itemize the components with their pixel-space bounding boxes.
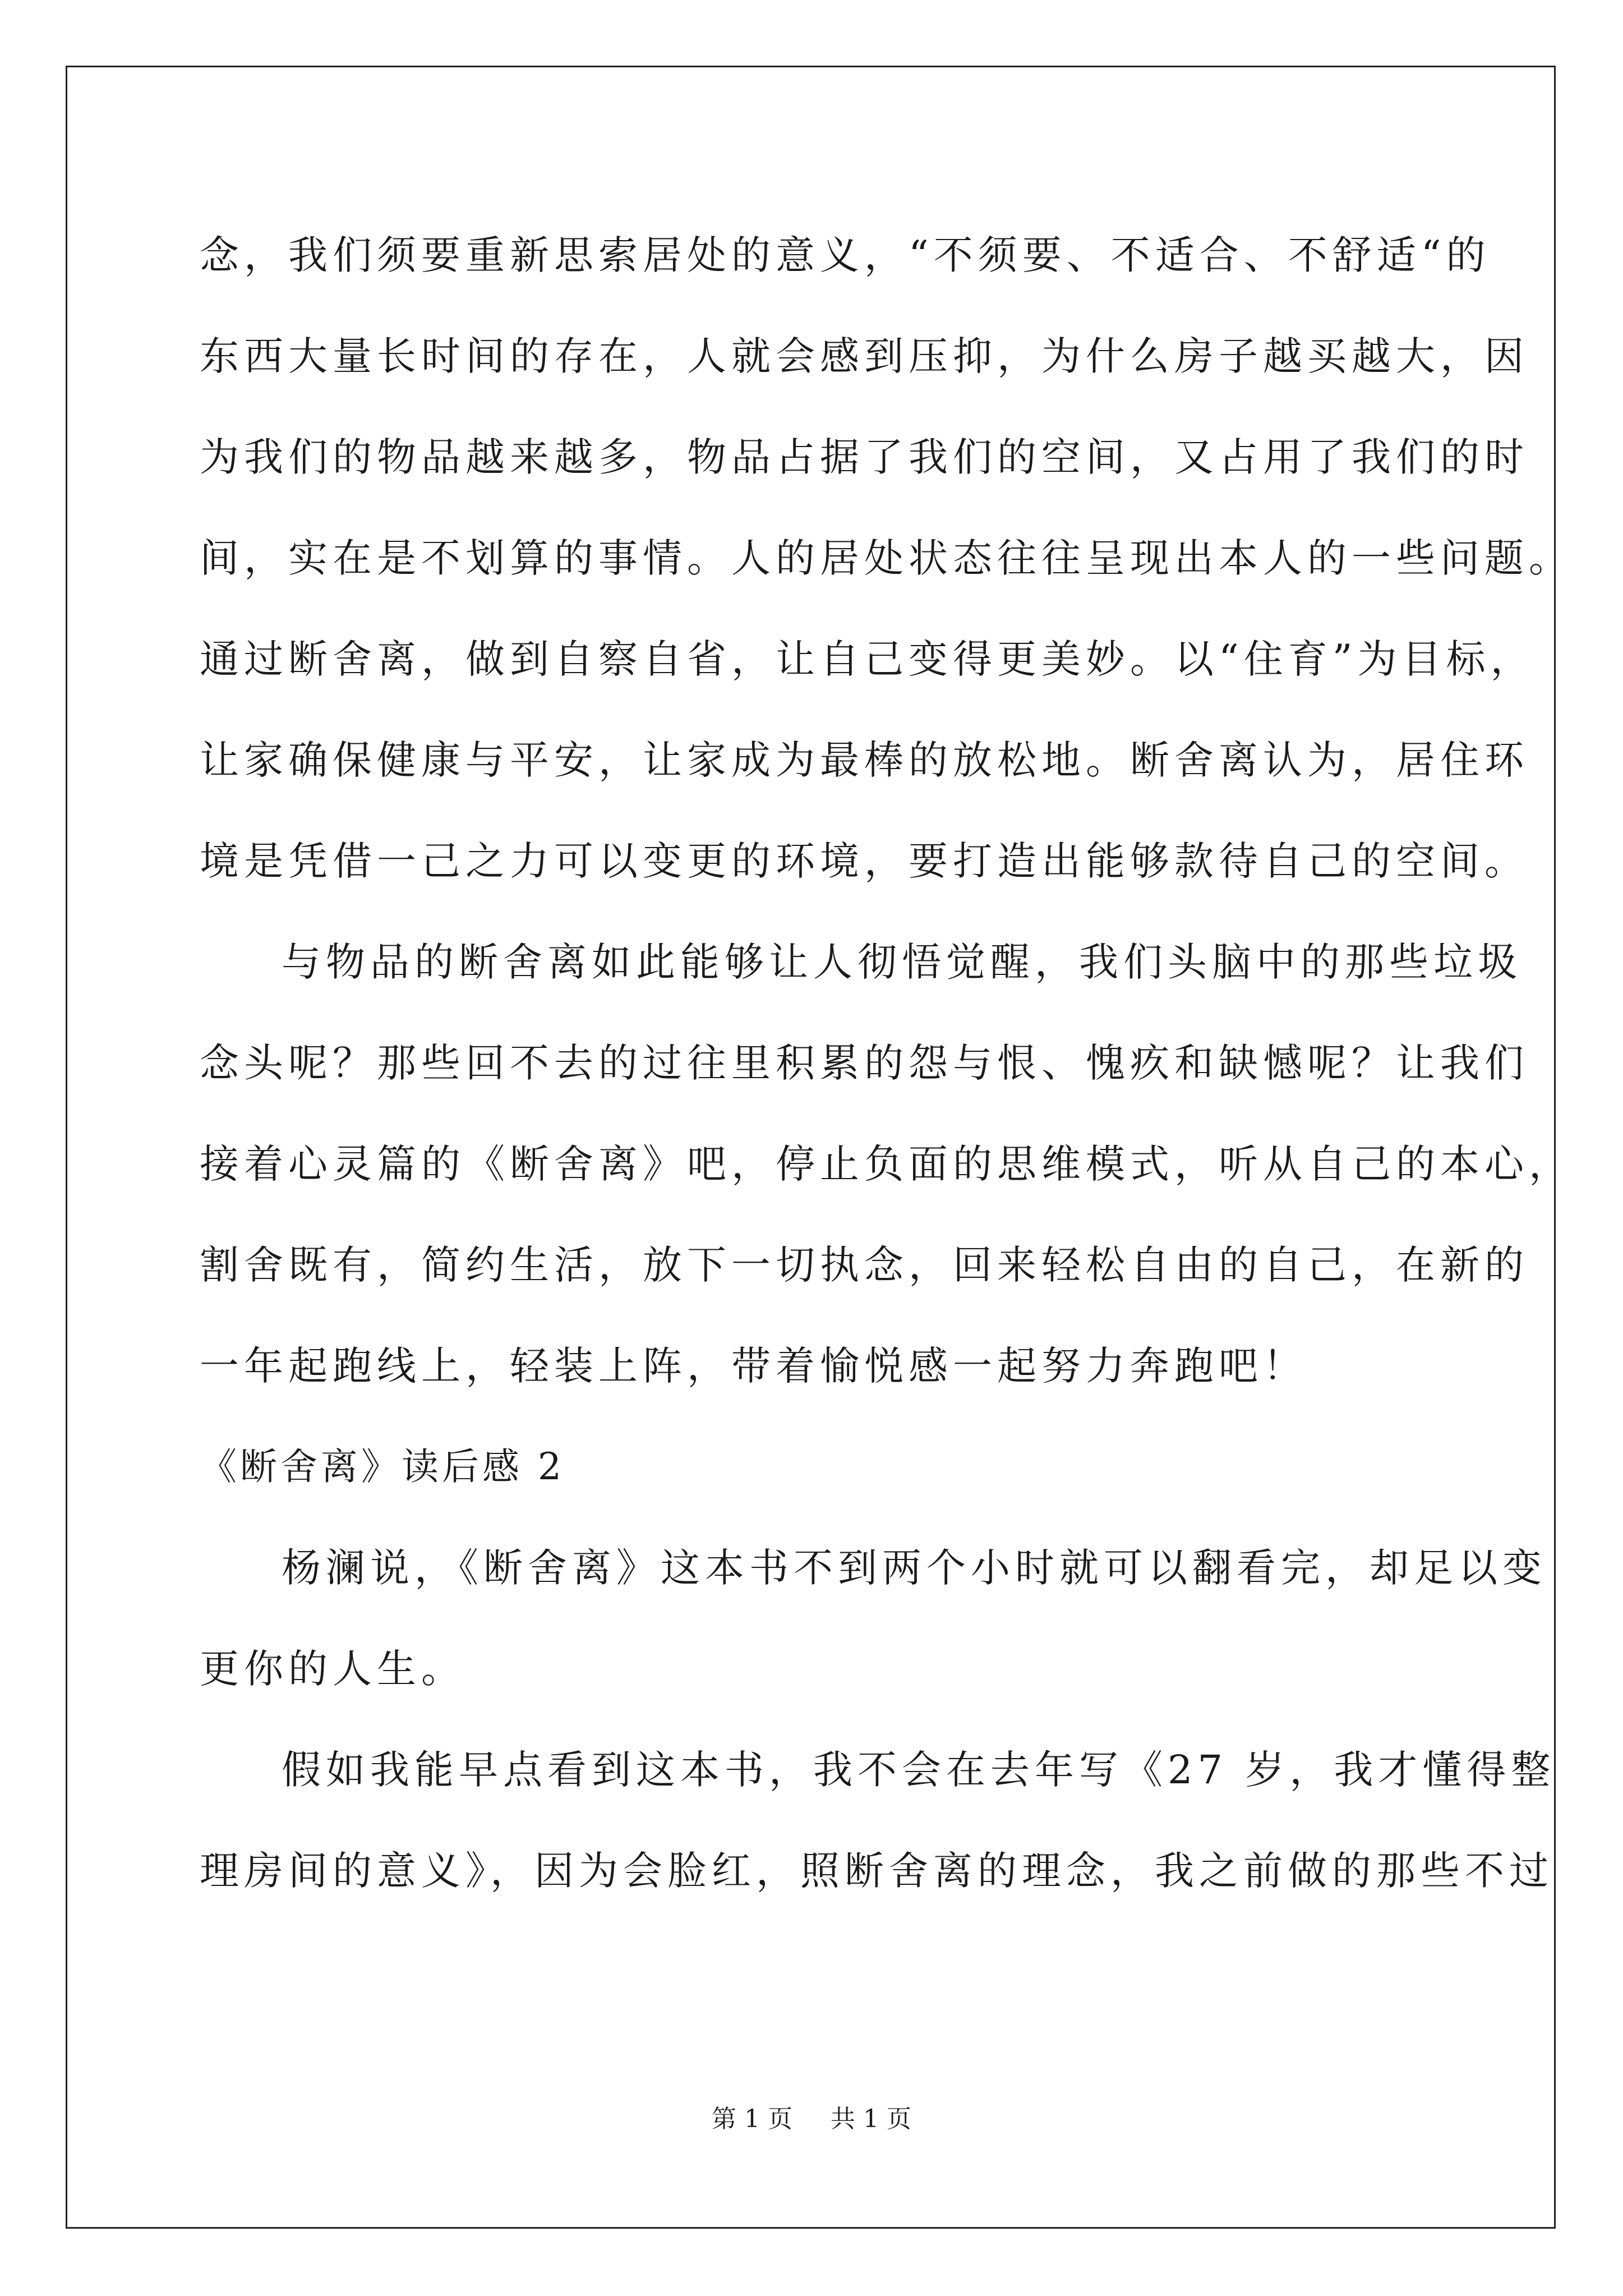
paragraph-line: 念头呢？那些回不去的过往里积累的怨与恨、愧疚和缺憾呢？让我们 — [200, 1040, 1529, 1086]
paragraph-line: 一年起跑线上，轻装上阵，带着愉悦感一起努力奔跑吧！ — [200, 1343, 1307, 1389]
page-number: 第 1 页 — [712, 2105, 792, 2133]
paragraph-line: 为我们的物品越来越多，物品占据了我们的空间，又占用了我们的时 — [200, 434, 1529, 480]
paragraph-line: 间，实在是不划算的事情。人的居处状态往往呈现出本人的一些问题。 — [200, 535, 1573, 581]
paragraph-line: 割舍既有，简约生活，放下一切执念，回来轻松自由的自己，在新的 — [200, 1242, 1529, 1288]
paragraph-line: 与物品的断舍离如此能够让人彻悟觉醒，我们头脑中的那些垃圾 — [282, 939, 1522, 985]
paragraph-line: 境是凭借一己之力可以变更的环境，要打造出能够款待自己的空间。 — [200, 838, 1529, 884]
paragraph-line: 假如我能早点看到这本书，我不会在去年写《27 岁，我才懂得整 — [282, 1747, 1556, 1793]
paragraph-line: 让家确保健康与平安，让家成为最棒的放松地。断舍离认为，居住环 — [200, 737, 1529, 783]
document-body — [200, 205, 1573, 1921]
paragraph-line: 杨澜说，《断舍离》这本书不到两个小时就可以翻看完，却足以变 — [282, 1545, 1547, 1591]
paragraph-line: 接着心灵篇的《断舍离》吧，停止负面的思维模式，听从自己的本心， — [200, 1141, 1573, 1187]
paragraph-line: 通过断舍离，做到自察自省，让自己变得更美妙。以“住育”为目标， — [200, 636, 1535, 682]
page-total: 共 1 页 — [831, 2105, 911, 2133]
paragraph-line: 念，我们须要重新思索居处的意义，“不须要、不适合、不舒适“的 — [200, 232, 1491, 278]
page-footer — [0, 2102, 1623, 2136]
paragraph-line: 东西大量长时间的存在，人就会感到压抑，为什么房子越买越大，因 — [200, 333, 1529, 379]
section-heading: 《断舍离》读后感 2 — [200, 1445, 565, 1488]
paragraph-line: 理房间的意义》，因为会脸红，照断舍离的理念，我之前做的那些不过 — [200, 1848, 1553, 1894]
paragraph-line: 更你的人生。 — [200, 1646, 465, 1692]
